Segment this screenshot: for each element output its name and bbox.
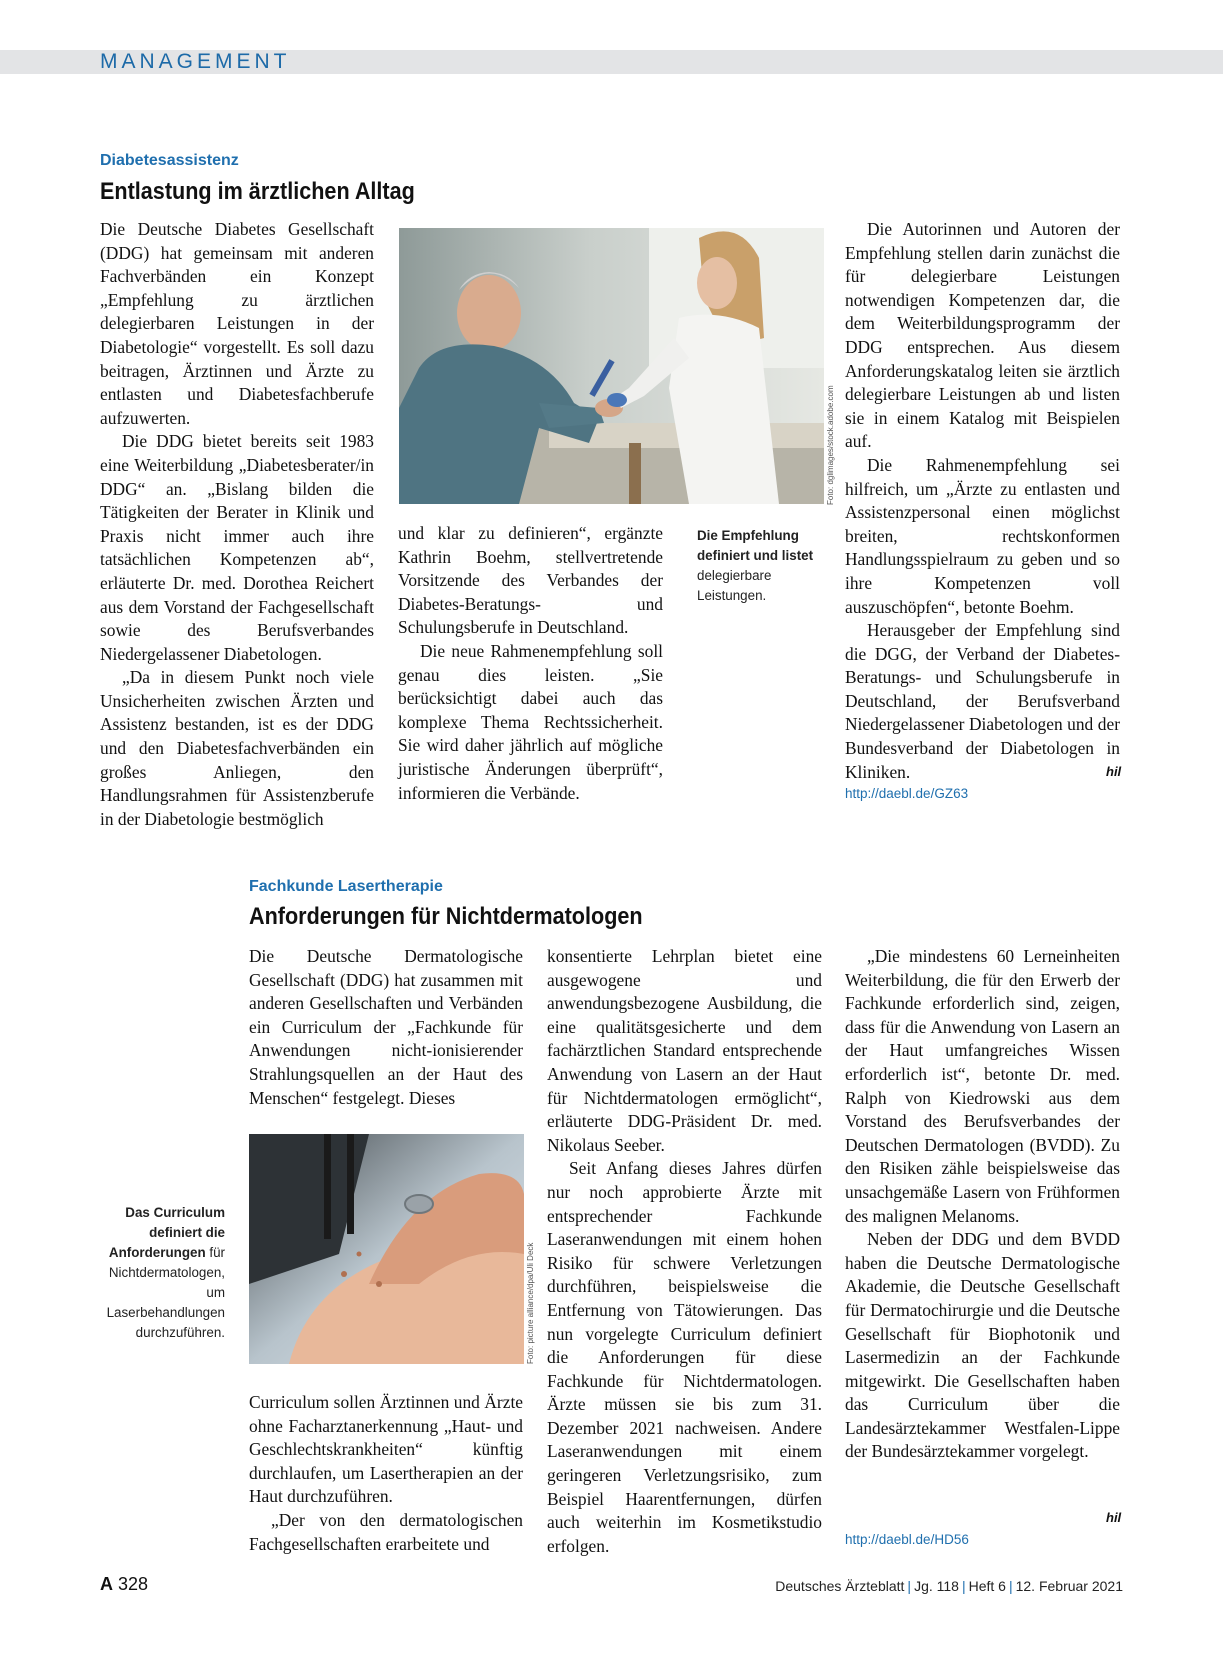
paragraph: „Der von den dermatologischen Fachgesellschaften erarbeitete und [249,1509,523,1554]
journal-reference [775,1578,1123,1594]
paragraph: Die Deutsche Dermatologische Gesellschaft (DDG) hat zusammen mit anderen Gesellschaften und Verbänden ein Curriculum der „Fachkunde für Anwendungen nicht-ionisierender Strahlungsquellen an der Haut des Menschen“ festgelegt. Dieses [249,946,523,1108]
journal-name: Deutsches Ärzteblatt [775,1578,905,1594]
article1-title: Entlastung im ärztlichen Alltag [100,178,415,205]
article1-caption [697,526,825,606]
paragraph: Die Autorinnen und Autoren der Empfehlung stellen darin zunächst die für delegierbare Leistungen notwendigen Kompetenzen dar, die dem Weiterbildungsprogramm der DDG entsprechen. Aus diesem Anforderungskatalog leiten sie ärztlich delegierbare Leistungen ab und listen sie in einem Katalog mit Beispielen auf. [845,219,1120,452]
paragraph: Die Deutsche Diabetes Gesellschaft (DDG) hat gemeinsam mit anderen Fachverbänden ein Konzept „Empfehlung zu ärztlichen delegierbaren Leistungen in der Diabetologie“ vorgestellt. Es soll dazu beitragen, Ärztinnen und Ärzte zu entlasten und Diabetesfachberufe aufzuwerten. [100,219,374,428]
paragraph: Die Rahmenempfehlung sei hilfreich, um „Ärzte zu entlasten und Assistenzpersonal einen möglichst breiten, rechtskonformen Handlungsspielraum zu geben und so ihre Kompetenzen voll auszuschöpfen“, betonte Boehm. [845,454,1120,617]
article1-column-3 [845,218,1120,784]
caption-text: delegierbare Leistungen. [697,568,772,603]
laser-treatment-photo [249,1134,524,1364]
article2-kicker: Fachkunde Lasertherapie [249,878,443,895]
paragraph: Seit Anfang dieses Jahres dürfen nur noch approbierte Ärzte mit entsprechender Fachkunde Laseranwendungen mit einem hohen Risiko für schwere Verletzungen durchführen, beispielsweise die Entfernung von Tätowierungen. Das nun vorgelegte Curriculum definiert die Anforderungen für diese Fachkunde für Nichtdermatologen. Ärzte müssen sie bis zum 31. Dezember 2021 nachweisen. Andere Laseranwendungen mit einem geringeren Verletzungsrisiko, zum Beispiel Haarentfernungen, dürfen auch weiterhin im Kosmetikstudio erfolgen. [547,1158,822,1556]
paragraph: Die DDG bietet bereits seit 1983 eine Weiterbildung „Diabetesberater/in DDG“ an. „Bislang bilden die Tätigkeiten der Berater in Klinik und Praxis nicht immer auch ihre tatsächlichen Kompetenzen ab“, erläuterte Dr. med. Dorothea Reichert aus dem Vorstand der Fachgesellschaft sowie des Berufsverbandes Niedergelassener Diabetologen. [100,431,374,664]
article2-photo-credit: Foto: picture alliance/dpa/Uli Deck [526,1242,535,1364]
article2-title: Anforderungen für Nichtdermatologen [249,903,643,930]
paragraph: und klar zu definieren“, ergänzte Kathrin Boehm, stellvertretende Vorsitzende des Verbandes der Diabetes-Beratungs- und Schulungsberufe in Deutschland. [398,523,663,638]
caption-text: für Nichtdermatologen, um Laserbehandlungen durchzuführen. [106,1245,225,1340]
page-prefix: A [100,1574,113,1594]
article2-link[interactable]: http://daebl.de/HD56 [845,1532,969,1547]
paragraph: Neben der DDG und dem BVDD haben die Deutsche Dermatologische Akademie, die Deutsche Gesellschaft für Dermatochirurgie und die Deutsche Gesellschaft für Biophotonik und Lasermedizin an der Fachkunde mitgewirkt. Die Gesellschaften haben das Curriculum über die Landesärztekammer Westfalen-Lippe der Bundesärztekammer vorgelegt. [845,1229,1120,1462]
journal-volume: Jg. 118 [914,1578,959,1594]
paragraph: konsentierte Lehrplan bietet eine ausgewogene und anwendungsbezogene Ausbildung, die eine qualitätsgesicherte und dem fachärztlichen Standard entsprechende Anwendung von Lasern an der Haut für Nichtdermatologen ermöglicht“, erläuterte DDG-Präsident Dr. med. Nikolaus Seeber. [547,946,822,1155]
diabetes-test-photo [399,228,824,504]
separator: | [907,1578,912,1594]
article2-signature: hil [1106,1510,1122,1525]
section-label: MANAGEMENT [100,50,291,73]
article1-signature: hil [1106,764,1122,779]
separator: | [961,1578,966,1594]
paragraph: „Die mindestens 60 Lerneinheiten Weiterbildung, die für den Erwerb der Fachkunde erforderlich sind, zeigen, dass für die Anwendung von Lasern an der Haut umfangreiches Wissen erforderlich ist“, betonte Dr. med. Ralph von Kiedrowski aus dem Vorstand des Berufsverbandes der Deutschen Dermatologen (BVDD). Zu den Risiken zähle beispielsweise das unsachgemäße Lasern von Frühformen des malignen Melanoms. [845,946,1120,1226]
article1-photo-credit: Foto: dglimages/stock.adobe.com [826,385,835,505]
caption-bold: Das Curriculum definiert die Anforderungen [108,1205,225,1260]
article2-column-3 [845,945,1120,1464]
article1-column-2 [398,522,663,805]
page-number [100,1574,148,1595]
journal-issue: Heft 6 [968,1578,1006,1594]
article1-kicker: Diabetesassistenz [100,152,239,169]
article1-link[interactable]: http://daebl.de/GZ63 [845,786,969,801]
journal-date: 12. Februar 2021 [1015,1578,1123,1594]
article2-column-2 [547,945,822,1558]
paragraph: „Da in diesem Punkt noch viele Unsicherheiten zwischen Ärzten und Assistenz bestanden, ist es der DDG und den Diabetesfachverbänden ein großes Anliegen, den Handlungsrahmen für Assistenzberufe in der Diabetologie bestmöglich [100,667,374,829]
article2-caption [100,1203,225,1343]
page-number-value: 328 [118,1574,149,1594]
paragraph: Herausgeber der Empfehlung sind die DGG, der Verband der Diabetes-Beratungs- und Schulungsberufe in Deutschland, der Berufsverband Niedergelassener Diabetologen und der Bundesverband der Diabetologen in Kliniken. [845,620,1120,782]
caption-bold: Die Empfehlung definiert und listet [697,528,814,563]
article2-column-1-top [249,945,523,1110]
separator: | [1008,1578,1013,1594]
paragraph: Die neue Rahmenempfehlung soll genau dies leisten. „Sie berücksichtigt dabei auch das komplexe Thema Rechtssicherheit. Sie wird daher jährlich auf mögliche juristische Änderungen überprüft“, informieren die Verbände. [398,640,663,803]
paragraph: Curriculum sollen Ärztinnen und Ärzte ohne Facharztanerkennung „Haut- und Geschlechtskrankheiten“ künftig durchlaufen, um Lasertherapien an der Haut durchzuführen. [249,1392,523,1507]
article2-column-1-bottom [249,1391,523,1556]
article1-column-1 [100,218,374,831]
